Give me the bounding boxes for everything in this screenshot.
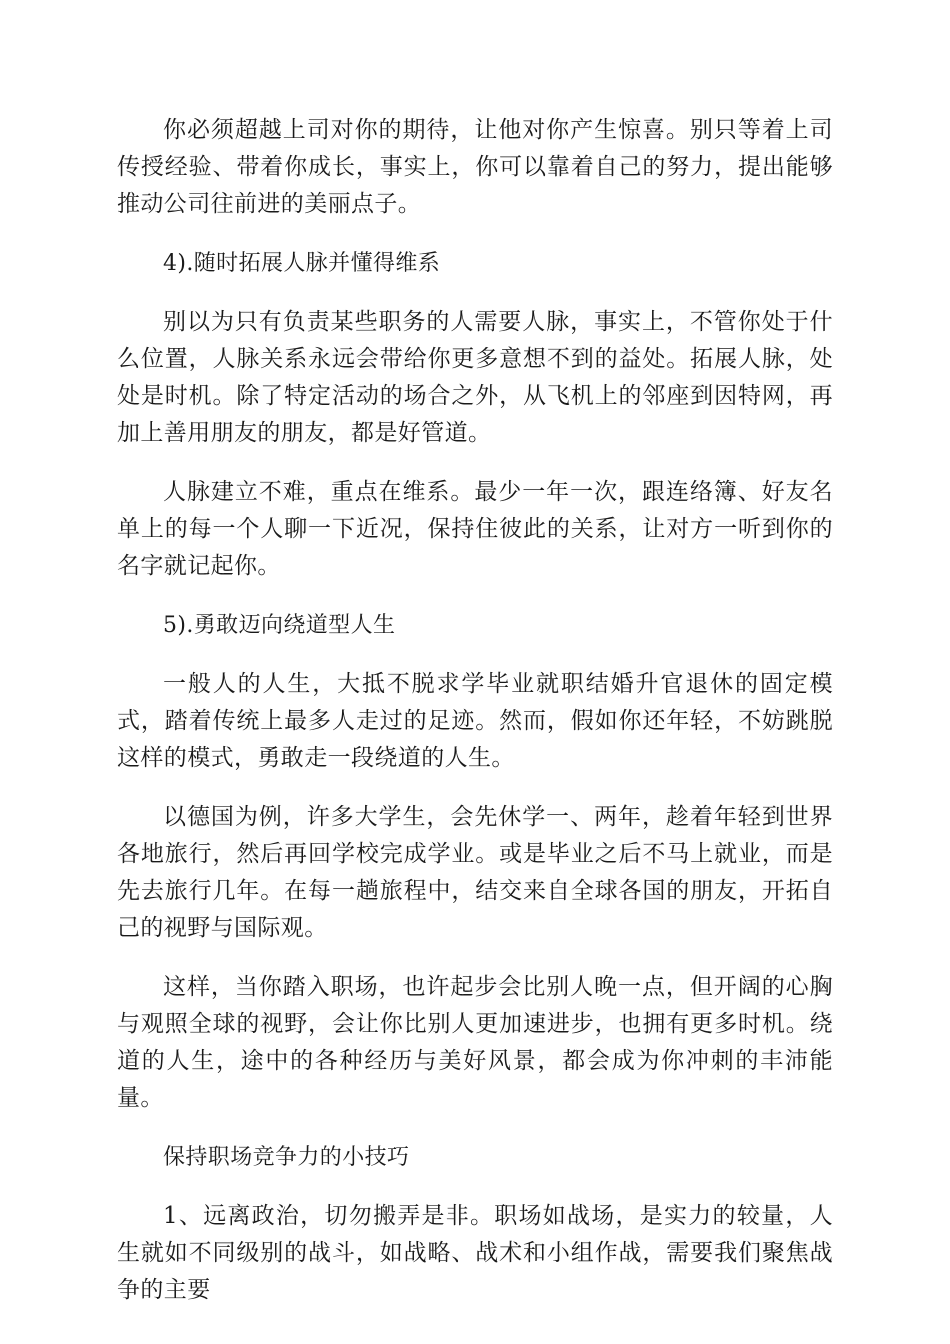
heading-expand-network: 4).随时拓展人脉并懂得维系	[163, 251, 441, 276]
paragraph-germany-example: 以德国为例，许多大学生，会先休学一、两年，趁着年轻到世界各地旅行，然后再回学校完成学业。或是毕业之后不马上就业，而是先去旅行几年。在每一趟旅程中，结交来自全球各国的朋友，开拓自己的视野与国际观。	[117, 804, 833, 941]
paragraph-fixed-pattern: 一般人的人生，大抵不脱求学毕业就职结婚升官退休的固定模式，踏着传统上最多人走过的足迹。然而，假如你还年轻，不妨跳脱这样的模式，勇敢走一段绕道的人生。	[117, 671, 833, 771]
paragraph-detour-benefits: 这样，当你踏入职场，也许起步会比别人晚一点，但开阔的心胸与观照全球的视野，会让你比别人更加速进步，也拥有更多时机。绕道的人生，途中的各种经历与美好风景，都会成为你冲刺的丰沛能量。	[117, 974, 833, 1111]
paragraph-network-benefits: 别以为只有负责某些职务的人需要人脉，事实上，不管你处于什么位置，人脉关系永远会带给你更多意想不到的益处。拓展人脉，处处是时机。除了特定活动的场合之外，从飞机上的邻座到因特网，再加上善用朋友的朋友，都是好管道。	[117, 309, 833, 446]
document-page	[117, 112, 833, 1331]
paragraph-network-maintain: 人脉建立不难，重点在维系。最少一年一次，跟连络簿、好友名单上的每一个人聊一下近况，保持住彼此的关系，让对方一听到你的名字就记起你。	[117, 479, 833, 579]
heading-detour-life: 5).勇敢迈向绕道型人生	[163, 613, 396, 638]
paragraph-tip-1: 1、远离政治，切勿搬弄是非。职场如战场，是实力的较量，人生就如不同级别的战斗，如战略、战术和小组作战，需要我们聚焦战争的主要	[117, 1203, 833, 1303]
heading-competitiveness-tips: 保持职场竞争力的小技巧	[163, 1145, 410, 1170]
paragraph-exceed-expectations: 你必须超越上司对你的期待，让他对你产生惊喜。别只等着上司传授经验、带着你成长，事实上，你可以靠着自己的努力，提出能够推动公司往前进的美丽点子。	[117, 117, 833, 217]
